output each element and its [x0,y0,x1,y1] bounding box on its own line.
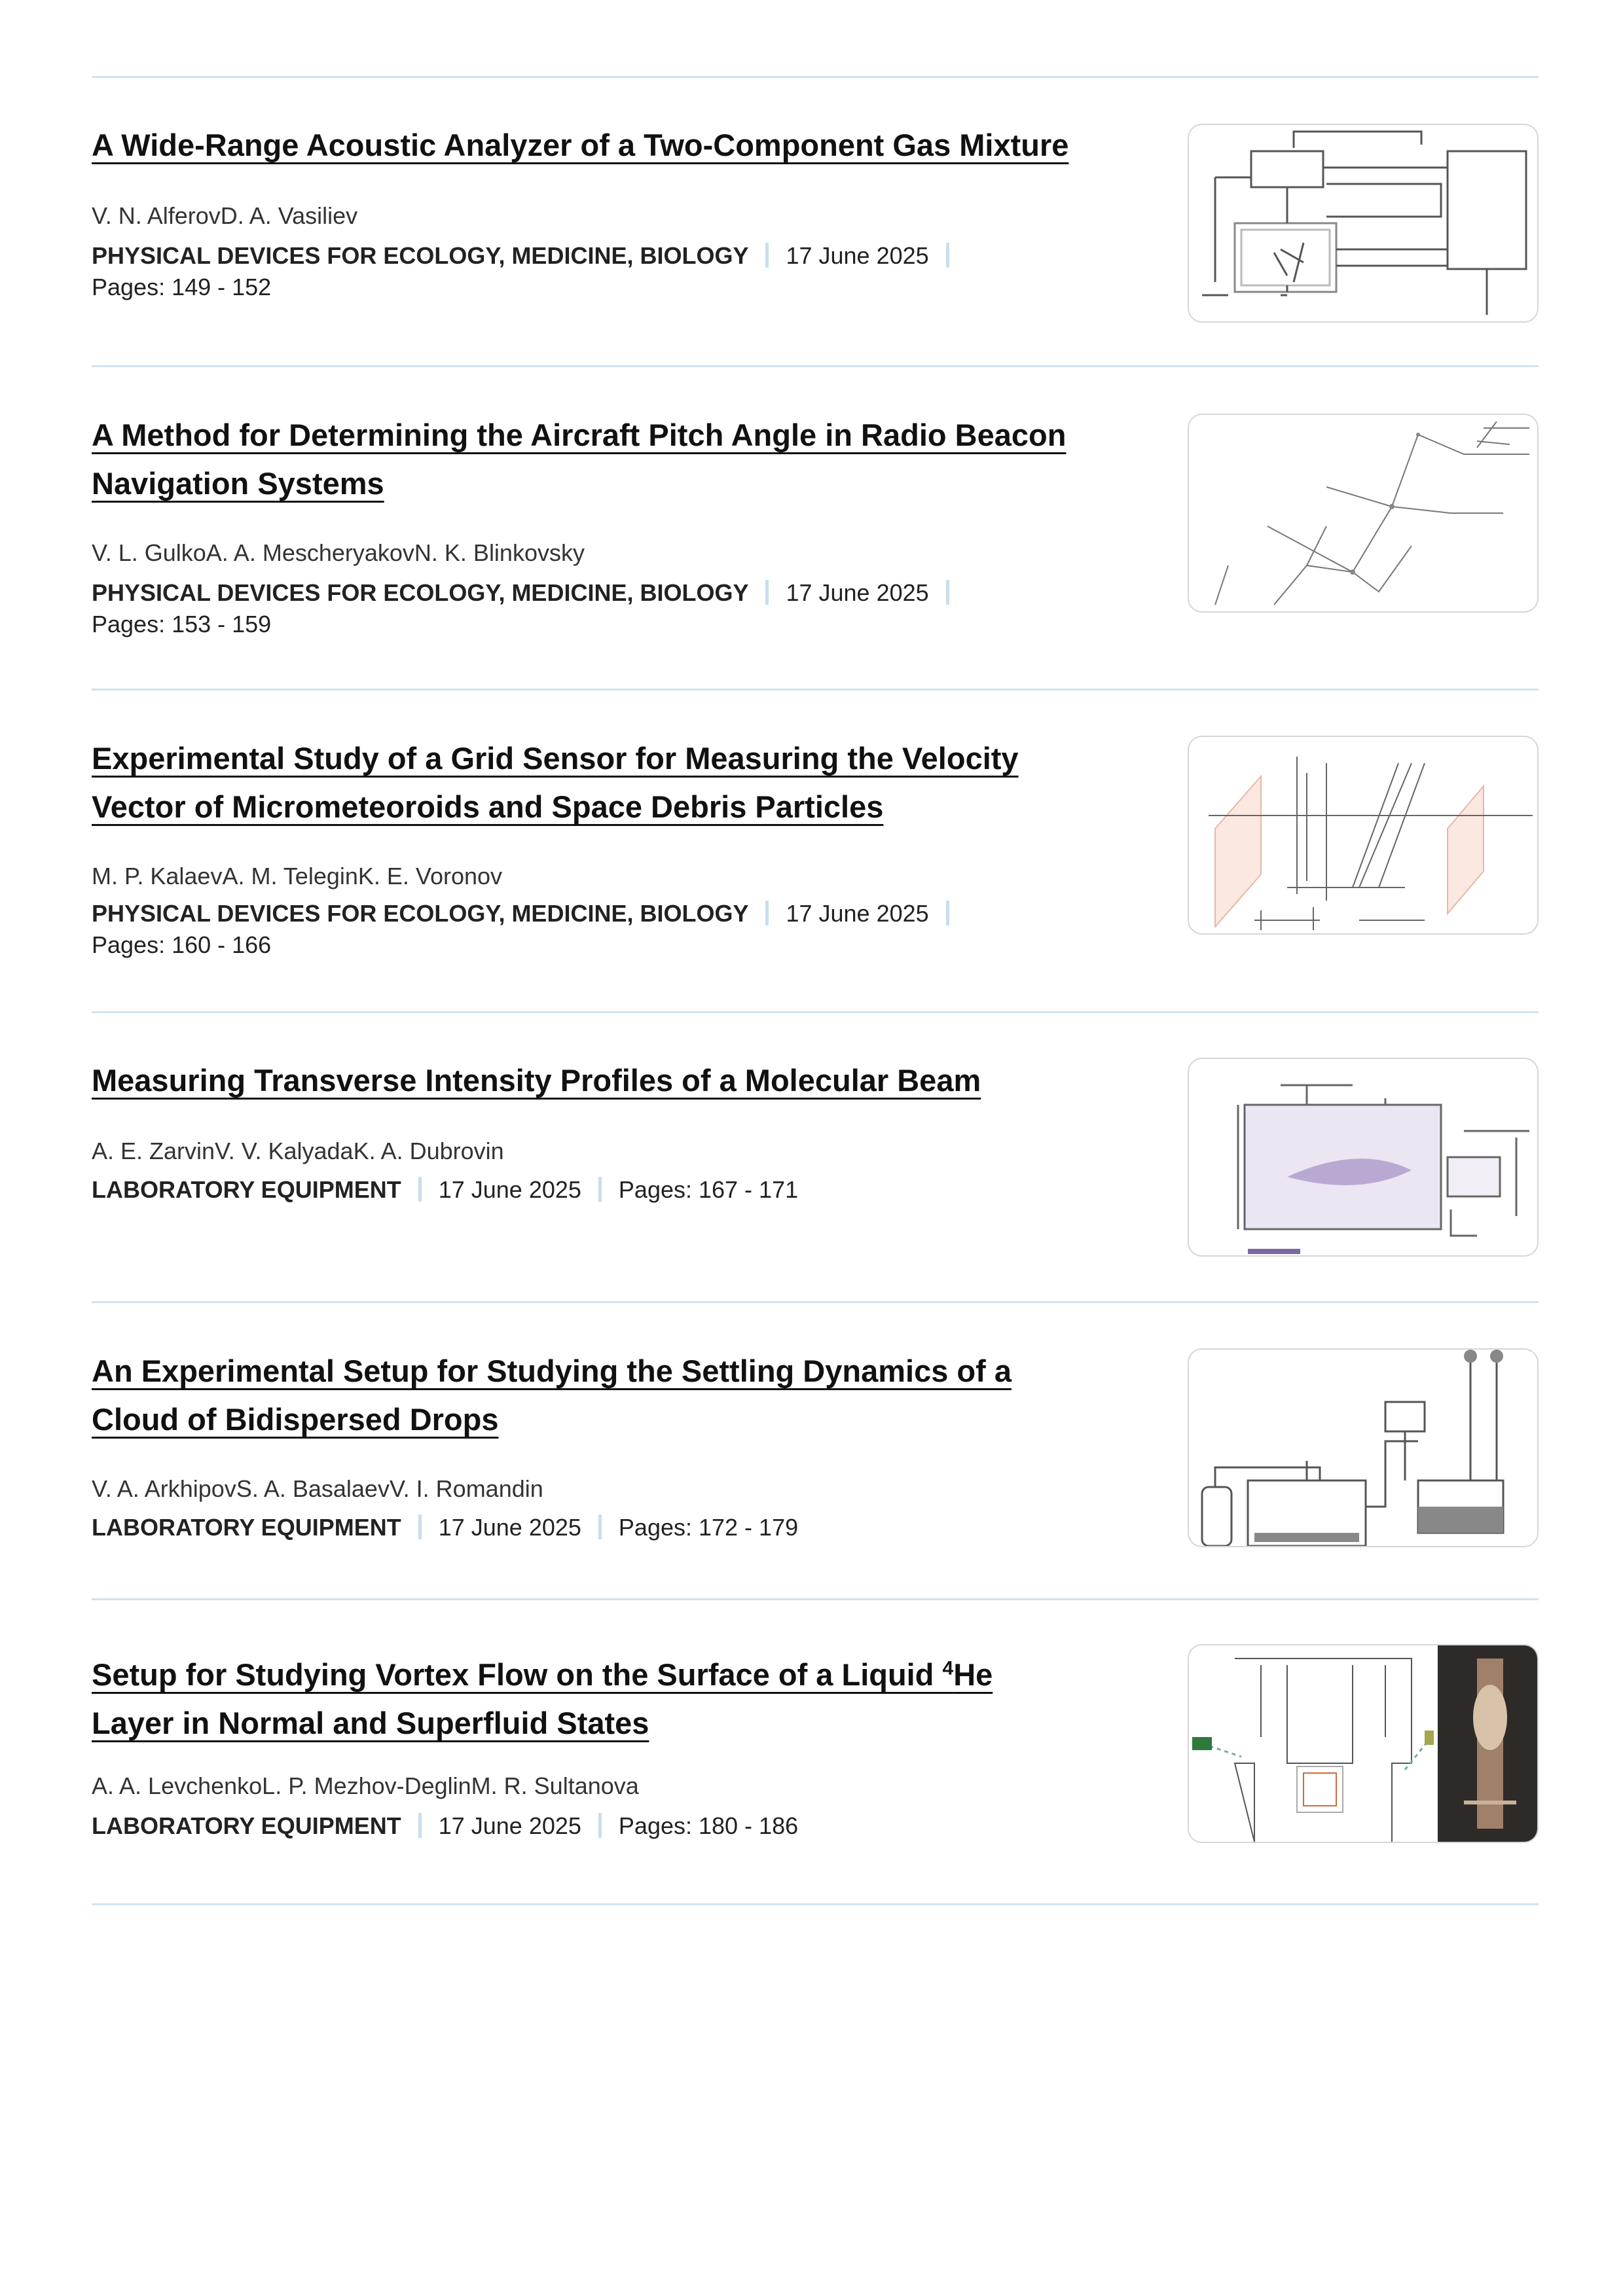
block-diagram-image [1189,125,1537,321]
article-title-link[interactable] [92,418,1066,501]
divider [765,243,769,268]
article-pages: Pages: 180 - 186 [618,1812,799,1839]
article-section: PHYSICAL DEVICES FOR ECOLOGY, MEDICINE, BIOLOGY [92,242,749,269]
divider [946,580,949,605]
article-title [92,121,1126,170]
divider [418,1813,422,1838]
article-meta [92,1174,1126,1206]
article-date: 17 June 2025 [786,900,929,927]
article-title-link[interactable] [92,741,1019,824]
article-date: 17 June 2025 [786,579,929,606]
settling-setup-image [1189,1350,1537,1546]
divider [765,901,769,925]
article-date: 17 June 2025 [438,1514,581,1541]
separator [92,1011,1539,1013]
divider [598,1515,602,1539]
article-pages: Pages: 172 - 179 [618,1514,799,1541]
article-thumbnail[interactable] [1188,124,1539,323]
article-authors: M. P. KalaevA. M. TeleginK. E. Voronov [92,863,503,889]
separator [92,1598,1539,1600]
article-title [92,1347,1126,1444]
geometry-diagram-image [1189,415,1537,611]
article-meta [92,240,1126,303]
article-pages: Pages: 167 - 171 [618,1176,799,1203]
article-section: LABORATORY EQUIPMENT [92,1812,401,1839]
article-pages: Pages: 153 - 159 [92,611,272,637]
article-title-line: Layer in Normal and Superfluid States [92,1705,649,1740]
article-title [92,1056,1126,1105]
article-section: LABORATORY EQUIPMENT [92,1176,401,1203]
separator [92,1301,1539,1303]
article-title-line: He [953,1657,993,1692]
separator [92,365,1539,367]
article-section: LABORATORY EQUIPMENT [92,1514,401,1541]
article-meta [92,577,1126,640]
divider [946,243,949,268]
separator [92,689,1539,691]
article-pages: Pages: 149 - 152 [92,274,272,300]
article-date: 17 June 2025 [786,242,929,269]
article-meta [92,898,1126,961]
article-title-line: Cloud of Bidispersed Drops [92,1402,499,1437]
article-thumbnail[interactable] [1188,1644,1539,1843]
article-title [92,734,1126,831]
molecular-beam-image [1189,1059,1537,1255]
article-meta [92,1512,1126,1543]
article-title-line: Vector of Micrometeoroids and Space Debris Particles [92,789,884,824]
article-title-superscript: 4 [942,1657,954,1679]
article-thumbnail[interactable] [1188,414,1539,613]
divider [598,1177,602,1202]
article-title-line: A Method for Determining the Aircraft Pitch Angle in Radio Beacon [92,418,1067,452]
article-title-line: An Experimental Setup for Studying the Settling Dynamics of a [92,1354,1012,1388]
article-title-line: Navigation Systems [92,466,384,501]
article-authors: V. L. GulkoA. A. MescheryakovN. K. Blinkovsky [92,539,585,566]
article-date: 17 June 2025 [438,1176,581,1203]
article-section: PHYSICAL DEVICES FOR ECOLOGY, MEDICINE, BIOLOGY [92,579,749,606]
divider [418,1177,422,1202]
article-section: PHYSICAL DEVICES FOR ECOLOGY, MEDICINE, BIOLOGY [92,900,749,927]
article-title-line: Experimental Study of a Grid Sensor for Measuring the Velocity [92,741,1019,776]
article-pages: Pages: 160 - 166 [92,931,272,958]
article-authors: V. N. AlferovD. A. Vasiliev [92,202,358,229]
article-title-link[interactable]: A Wide-Range Acoustic Analyzer of a Two-Component Gas Mixture [92,128,1069,162]
divider [765,580,769,605]
article-title [92,1644,1126,1748]
divider [946,901,949,925]
cryostat-image [1189,1645,1537,1842]
article-authors: A. A. LevchenkoL. P. Mezhov-DeglinM. R. Sultanova [92,1772,639,1799]
divider [418,1515,422,1539]
article-authors: A. E. ZarvinV. V. KalyadaK. A. Dubrovin [92,1138,504,1164]
grid-sensor-image [1189,737,1537,933]
article-title-line: Setup for Studying Vortex Flow on the Surface of a Liquid [92,1657,943,1692]
article-date: 17 June 2025 [438,1812,581,1839]
article-thumbnail[interactable] [1188,1058,1539,1257]
separator [92,76,1539,78]
article-thumbnail[interactable] [1188,736,1539,935]
divider [598,1813,602,1838]
separator [92,1903,1539,1905]
article-thumbnail[interactable] [1188,1348,1539,1547]
article-title-link[interactable]: Measuring Transverse Intensity Profiles of a Molecular Beam [92,1063,981,1098]
article-title-link[interactable] [92,1657,993,1740]
article-title [92,411,1126,508]
article-meta [92,1810,1126,1842]
article-authors: V. A. ArkhipovS. A. BasalaevV. I. Romandin [92,1475,543,1502]
article-title-link[interactable] [92,1354,1012,1437]
